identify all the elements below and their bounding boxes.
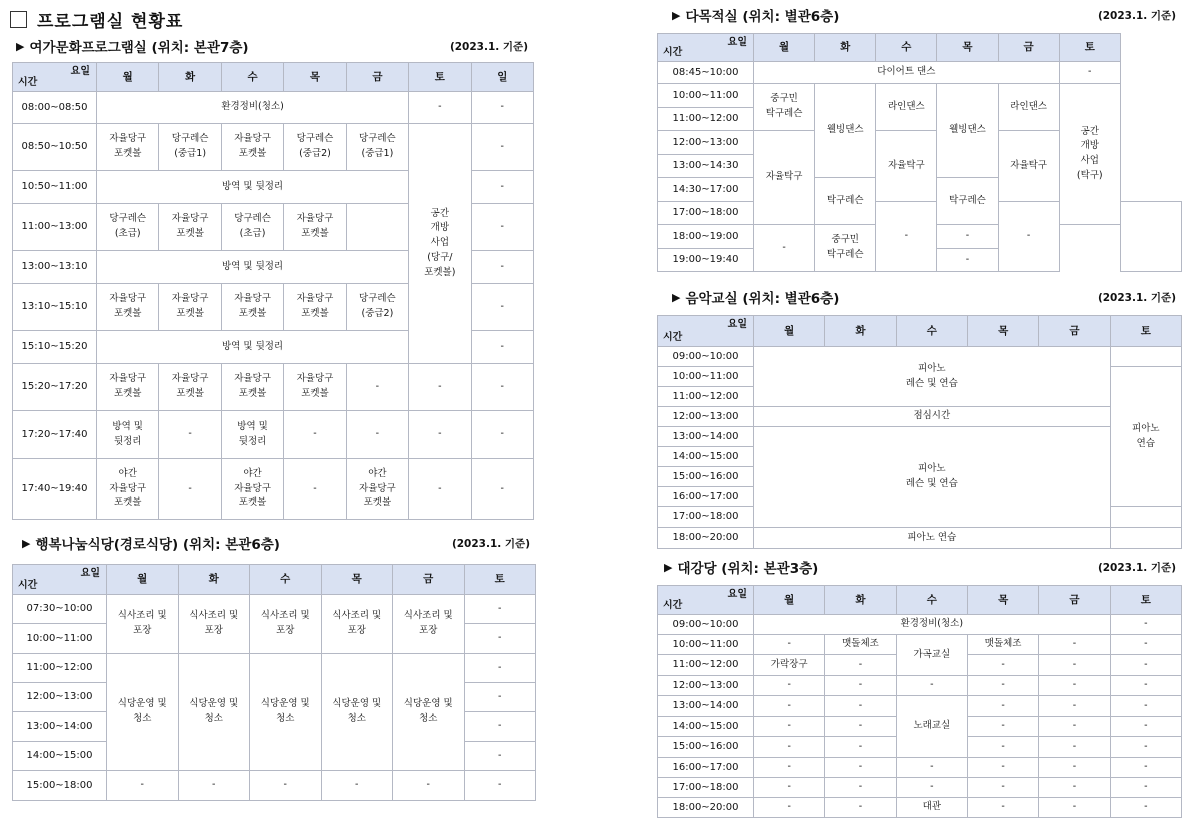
day-header: 화 [825, 316, 896, 347]
day-header: 목 [967, 586, 1038, 615]
schedule-cell [1110, 528, 1181, 549]
music-title-text: 음악교실 (위치: 별관6층) [685, 291, 840, 307]
day-header: 토 [1059, 34, 1120, 62]
day-header: 토 [409, 63, 471, 92]
schedule-cell: - [1110, 758, 1181, 778]
schedule-cell: - [159, 411, 221, 459]
schedule-cell: 당구레슨 (중급1) [346, 124, 408, 171]
schedule-cell: 맷돌체조 [825, 635, 896, 655]
time-cell: 11:00~12:00 [658, 108, 754, 131]
schedule-cell: 당구레슨 (중급2) [284, 124, 346, 171]
schedule-cell: 피아노 연습 [1110, 367, 1181, 507]
table-row [13, 364, 534, 411]
schedule-cell: - [1110, 717, 1181, 737]
schedule-cell: - [464, 654, 536, 683]
culture-timetable [12, 62, 534, 520]
schedule-cell: - [471, 171, 533, 204]
cafeteria-date: (2023.1. 기준) [451, 537, 530, 550]
day-header: 수 [896, 316, 967, 347]
cafeteria-title-text: 행복나눔식당(경로식당) (위치: 본관6층) [35, 537, 280, 553]
schedule-cell: 다이어트 댄스 [754, 62, 1060, 84]
schedule-cell: - [393, 771, 465, 801]
day-header: 월 [754, 316, 825, 347]
schedule-cell: - [825, 655, 896, 676]
schedule-cell: 자율당구 포켓볼 [159, 364, 221, 411]
time-cell: 17:00~18:00 [658, 507, 754, 528]
schedule-cell: - [464, 771, 536, 801]
table-row [658, 676, 1182, 696]
schedule-cell: 웰빙댄스 [815, 84, 876, 178]
schedule-cell: - [1039, 758, 1110, 778]
day-header: 금 [346, 63, 408, 92]
day-header: 토 [464, 565, 536, 595]
schedule-cell: 식당운영 및 청소 [250, 654, 322, 771]
time-cell: 10:00~11:00 [658, 84, 754, 108]
day-header: 목 [321, 565, 393, 595]
schedule-cell: - [409, 411, 471, 459]
schedule-cell: - [409, 364, 471, 411]
schedule-cell: - [471, 411, 533, 459]
schedule-cell: 당구레슨 (초급) [221, 204, 283, 251]
day-header: 금 [998, 34, 1059, 62]
schedule-cell: 가락장구 [754, 655, 825, 676]
schedule-cell: 자율당구 포켓볼 [284, 204, 346, 251]
schedule-cell: - [754, 758, 825, 778]
schedule-cell: 방역 및 뒷정리 [97, 411, 159, 459]
schedule-cell: - [284, 459, 346, 520]
time-cell: 09:00~10:00 [658, 347, 754, 367]
triangle-bullet-icon: ▶ [672, 8, 681, 22]
schedule-cell: - [825, 737, 896, 758]
header-row [13, 565, 536, 595]
schedule-cell: - [1039, 717, 1110, 737]
schedule-cell: - [754, 798, 825, 818]
culture-date: (2023.1. 기준) [449, 40, 528, 53]
schedule-cell: - [967, 717, 1038, 737]
table-row [13, 654, 536, 683]
table-row [13, 771, 536, 801]
schedule-cell: 식사조리 및 포장 [393, 595, 465, 654]
time-cell: 19:00~19:40 [658, 249, 754, 272]
time-cell: 13:00~14:00 [658, 696, 754, 717]
hall-date: (2023.1. 기준) [1097, 561, 1176, 574]
schedule-cell: 환경정비(청소) [97, 92, 409, 124]
schedule-cell-open-space: 공간 개방 사업 (당구/ 포켓볼) [409, 124, 471, 364]
schedule-cell: - [754, 225, 815, 272]
day-header: 토 [1110, 316, 1181, 347]
schedule-cell: - [250, 771, 322, 801]
schedule-cell: - [1110, 737, 1181, 758]
schedule-cell: 식당운영 및 청소 [178, 654, 250, 771]
schedule-cell: 자율탁구 [754, 131, 815, 225]
time-cell: 08:00~08:50 [13, 92, 97, 124]
schedule-cell: - [754, 635, 825, 655]
schedule-cell: - [754, 696, 825, 717]
table-row [658, 347, 1182, 367]
table-row [13, 124, 534, 171]
schedule-cell: 방역 및 뒷정리 [97, 331, 409, 364]
schedule-cell: 탁구레슨 [937, 178, 998, 225]
page-header [10, 6, 183, 32]
time-cell: 13:10~15:10 [13, 284, 97, 331]
schedule-cell: 식당운영 및 청소 [393, 654, 465, 771]
schedule-cell: - [1110, 798, 1181, 818]
time-cell: 12:00~13:00 [13, 683, 107, 712]
day-header: 수 [221, 63, 283, 92]
dance-section-title [672, 5, 839, 25]
culture-section-title [16, 36, 249, 56]
schedule-cell: - [896, 758, 967, 778]
schedule-cell: 방역 및 뒷정리 [97, 251, 409, 284]
table-row [658, 758, 1182, 778]
schedule-cell: 웰빙댄스 [937, 84, 998, 178]
time-cell: 12:00~13:00 [658, 131, 754, 155]
page-title: 프로그램실 현황표 [37, 11, 184, 32]
schedule-cell [346, 204, 408, 251]
time-cell: 14:00~15:00 [658, 447, 754, 467]
table-row [658, 798, 1182, 818]
schedule-cell: 자율당구 포켓볼 [221, 364, 283, 411]
time-cell: 12:00~13:00 [658, 407, 754, 427]
schedule-cell: - [471, 459, 533, 520]
schedule-cell: - [825, 778, 896, 798]
corner-cell: 요일 시간 [13, 63, 97, 92]
schedule-cell: 자율당구 포켓볼 [97, 124, 159, 171]
time-cell: 14:00~15:00 [13, 742, 107, 771]
time-cell: 11:00~12:00 [658, 387, 754, 407]
header-row [658, 586, 1182, 615]
schedule-cell: - [1039, 676, 1110, 696]
time-cell: 12:00~13:00 [658, 676, 754, 696]
table-row [658, 427, 1182, 447]
triangle-bullet-icon: ▶ [672, 290, 681, 304]
schedule-cell: - [825, 717, 896, 737]
schedule-cell: 자율당구 포켓볼 [159, 204, 221, 251]
schedule-cell: - [464, 624, 536, 654]
schedule-cell: 당구레슨 (중급2) [346, 284, 408, 331]
music-section-header [672, 287, 1176, 307]
schedule-cell: 야간 자율당구 포켓볼 [221, 459, 283, 520]
schedule-cell: - [825, 798, 896, 818]
day-header: 화 [159, 63, 221, 92]
schedule-cell: - [967, 798, 1038, 818]
schedule-cell: 라인댄스 [876, 84, 937, 131]
cafeteria-section-header [22, 532, 530, 554]
schedule-cell: - [1110, 655, 1181, 676]
schedule-cell: - [471, 284, 533, 331]
table-row [658, 635, 1182, 655]
schedule-cell: - [967, 676, 1038, 696]
schedule-cell: - [1110, 778, 1181, 798]
table-row [13, 459, 534, 520]
schedule-cell: - [464, 712, 536, 742]
schedule-cell: 대관 [896, 798, 967, 818]
day-header: 수 [250, 565, 322, 595]
schedule-cell: - [754, 717, 825, 737]
schedule-cell: - [471, 92, 533, 124]
time-cell: 08:45~10:00 [658, 62, 754, 84]
schedule-cell: - [107, 771, 179, 801]
table-row [658, 778, 1182, 798]
checkbox-icon [10, 11, 27, 28]
time-cell: 09:00~10:00 [658, 615, 754, 635]
schedule-cell: 자율당구 포켓볼 [284, 364, 346, 411]
day-header: 월 [107, 565, 179, 595]
schedule-cell: 피아노 연습 [754, 528, 1111, 549]
schedule-cell: - [464, 742, 536, 771]
day-header: 화 [178, 565, 250, 595]
day-header: 수 [896, 586, 967, 615]
schedule-cell: 자율당구 포켓볼 [97, 364, 159, 411]
time-cell: 11:00~12:00 [658, 655, 754, 676]
time-cell: 10:00~11:00 [658, 635, 754, 655]
hall-timetable [657, 585, 1182, 818]
schedule-cell: 식사조리 및 포장 [250, 595, 322, 654]
schedule-cell: - [1110, 615, 1181, 635]
schedule-cell: - [937, 249, 998, 272]
time-cell: 17:40~19:40 [13, 459, 97, 520]
schedule-cell: 당구레슨 (중급1) [159, 124, 221, 171]
day-header: 금 [1039, 316, 1110, 347]
time-cell: 11:00~12:00 [13, 654, 107, 683]
schedule-cell: 환경정비(청소) [754, 615, 1111, 635]
schedule-cell: - [321, 771, 393, 801]
schedule-cell: 피아노 레슨 및 연습 [754, 347, 1111, 407]
hall-title-text: 대강당 (위치: 본관3층) [677, 561, 819, 577]
table-row [658, 62, 1182, 84]
time-cell: 17:00~18:00 [658, 778, 754, 798]
schedule-cell: 야간 자율당구 포켓볼 [346, 459, 408, 520]
day-header: 금 [1039, 586, 1110, 615]
time-cell: 14:30~17:00 [658, 178, 754, 202]
schedule-cell: 방역 및 뒷정리 [221, 411, 283, 459]
time-cell: 15:10~15:20 [13, 331, 97, 364]
dance-timetable [657, 33, 1182, 272]
schedule-cell: 라인댄스 [998, 84, 1059, 131]
time-cell: 15:00~16:00 [658, 737, 754, 758]
music-date: (2023.1. 기준) [1097, 291, 1176, 304]
day-header: 수 [876, 34, 937, 62]
schedule-cell: - [1039, 655, 1110, 676]
schedule-cell: 자율탁구 [998, 131, 1059, 202]
header-row [658, 34, 1182, 62]
schedule-cell: - [471, 204, 533, 251]
time-cell: 16:00~17:00 [658, 487, 754, 507]
table-row [658, 84, 1182, 108]
header-row [658, 316, 1182, 347]
schedule-cell: 식당운영 및 청소 [321, 654, 393, 771]
schedule-cell: 자율당구 포켓볼 [221, 284, 283, 331]
schedule-cell: - [754, 778, 825, 798]
day-header: 토 [1110, 586, 1181, 615]
time-cell: 18:00~20:00 [658, 798, 754, 818]
time-cell: 15:00~16:00 [658, 467, 754, 487]
schedule-cell: - [409, 92, 471, 124]
schedule-cell: - [409, 459, 471, 520]
time-cell: 13:00~14:00 [13, 712, 107, 742]
schedule-cell: - [998, 202, 1059, 272]
corner-cell: 요일 시간 [658, 34, 754, 62]
schedule-cell: - [178, 771, 250, 801]
schedule-cell: - [464, 683, 536, 712]
table-row [658, 528, 1182, 549]
table-row [658, 696, 1182, 717]
time-cell: 13:00~14:00 [658, 427, 754, 447]
schedule-cell: - [1110, 635, 1181, 655]
schedule-cell: - [464, 595, 536, 624]
header-row [13, 63, 534, 92]
schedule-cell: - [284, 411, 346, 459]
hall-section-header [664, 557, 1176, 577]
schedule-cell: - [1039, 635, 1110, 655]
schedule-cell: - [825, 758, 896, 778]
day-header: 금 [393, 565, 465, 595]
schedule-cell: 탁구레슨 [815, 178, 876, 225]
schedule-cell: 방역 및 뒷정리 [97, 171, 409, 204]
schedule-cell: - [159, 459, 221, 520]
schedule-cell: 피아노 레슨 및 연습 [754, 427, 1111, 528]
table-row [13, 411, 534, 459]
triangle-bullet-icon: ▶ [664, 560, 673, 574]
time-cell: 14:00~15:00 [658, 717, 754, 737]
schedule-cell: 야간 자율당구 포켓볼 [97, 459, 159, 520]
day-header: 화 [825, 586, 896, 615]
corner-cell: 요일 시간 [13, 565, 107, 595]
schedule-cell: - [967, 655, 1038, 676]
schedule-cell: - [471, 124, 533, 171]
schedule-cell: - [896, 676, 967, 696]
time-cell: 16:00~17:00 [658, 758, 754, 778]
schedule-cell: - [471, 331, 533, 364]
dance-section-header [672, 5, 1176, 25]
schedule-cell: 가곡교실 [896, 635, 967, 676]
time-cell: 15:20~17:20 [13, 364, 97, 411]
table-row [658, 615, 1182, 635]
music-section-title [672, 287, 839, 307]
schedule-cell: 당구레슨 (초급) [97, 204, 159, 251]
schedule-cell: - [825, 696, 896, 717]
corner-cell: 요일 시간 [658, 316, 754, 347]
time-cell: 17:00~18:00 [658, 202, 754, 225]
schedule-cell: - [471, 251, 533, 284]
schedule-cell: 식사조리 및 포장 [178, 595, 250, 654]
schedule-cell: - [471, 364, 533, 411]
schedule-cell: - [825, 676, 896, 696]
schedule-cell [1110, 347, 1181, 367]
time-cell: 10:00~11:00 [658, 367, 754, 387]
day-header: 월 [754, 34, 815, 62]
schedule-cell: - [967, 696, 1038, 717]
schedule-cell: - [1039, 798, 1110, 818]
culture-title-text: 여가문화프로그램실 (위치: 본관7층) [29, 40, 249, 56]
time-cell: 08:50~10:50 [13, 124, 97, 171]
schedule-cell: 식당운영 및 청소 [107, 654, 179, 771]
schedule-cell: - [1059, 62, 1120, 84]
time-cell: 13:00~14:30 [658, 155, 754, 178]
schedule-cell: - [346, 411, 408, 459]
schedule-cell: - [896, 778, 967, 798]
schedule-cell: 자율당구 포켓볼 [221, 124, 283, 171]
time-cell: 10:50~11:00 [13, 171, 97, 204]
triangle-bullet-icon: ▶ [16, 39, 25, 53]
time-cell: 18:00~20:00 [658, 528, 754, 549]
schedule-cell: - [876, 202, 937, 272]
schedule-cell: - [967, 778, 1038, 798]
dance-date: (2023.1. 기준) [1097, 9, 1176, 22]
schedule-cell: - [1110, 696, 1181, 717]
time-cell: 18:00~19:00 [658, 225, 754, 249]
day-header: 월 [754, 586, 825, 615]
schedule-cell: 중구민 탁구레슨 [754, 84, 815, 131]
schedule-cell: 자율당구 포켓볼 [97, 284, 159, 331]
cafeteria-section-title [22, 533, 280, 553]
schedule-cell: - [967, 737, 1038, 758]
day-header: 화 [815, 34, 876, 62]
time-cell: 17:20~17:40 [13, 411, 97, 459]
table-row [658, 407, 1182, 427]
schedule-cell [1120, 202, 1181, 272]
schedule-cell: 중구민 탁구레슨 [815, 225, 876, 272]
day-header: 일 [471, 63, 533, 92]
schedule-cell [1110, 507, 1181, 528]
cafeteria-timetable [12, 564, 536, 801]
time-cell: 13:00~13:10 [13, 251, 97, 284]
table-row [13, 92, 534, 124]
music-timetable [657, 315, 1182, 549]
schedule-cell: - [1039, 778, 1110, 798]
day-header: 목 [937, 34, 998, 62]
schedule-cell: 식사조리 및 포장 [107, 595, 179, 654]
schedule-cell: - [346, 364, 408, 411]
schedule-cell-open-space: 공간 개방 사업 (탁구) [1059, 84, 1120, 225]
time-cell: 11:00~13:00 [13, 204, 97, 251]
schedule-cell: 노래교실 [896, 696, 967, 758]
schedule-cell: 맷돌체조 [967, 635, 1038, 655]
time-cell: 07:30~10:00 [13, 595, 107, 624]
schedule-cell: - [754, 676, 825, 696]
schedule-cell: - [1110, 676, 1181, 696]
schedule-cell: 점심시간 [754, 407, 1111, 427]
schedule-cell: - [1039, 696, 1110, 717]
schedule-cell: 자율탁구 [876, 131, 937, 202]
schedule-cell: 자율당구 포켓볼 [284, 284, 346, 331]
schedule-cell: - [937, 225, 998, 249]
day-header: 월 [97, 63, 159, 92]
dance-title-text: 다목적실 (위치: 별관6층) [685, 9, 840, 25]
day-header: 목 [967, 316, 1038, 347]
schedule-cell: - [967, 758, 1038, 778]
schedule-cell: - [1039, 737, 1110, 758]
schedule-cell: 식사조리 및 포장 [321, 595, 393, 654]
day-header: 목 [284, 63, 346, 92]
schedule-cell: 자율당구 포켓볼 [159, 284, 221, 331]
time-cell: 10:00~11:00 [13, 624, 107, 654]
culture-section-header [16, 36, 528, 56]
time-cell: 15:00~18:00 [13, 771, 107, 801]
table-row [13, 595, 536, 624]
hall-section-title [664, 557, 818, 577]
corner-cell: 요일 시간 [658, 586, 754, 615]
triangle-bullet-icon: ▶ [22, 536, 31, 550]
schedule-cell: - [754, 737, 825, 758]
